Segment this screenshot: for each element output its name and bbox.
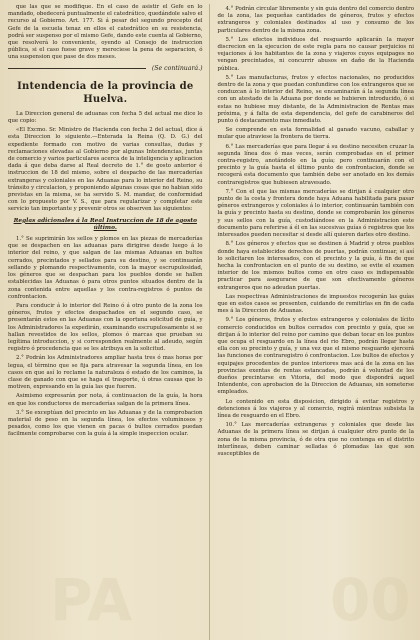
article-paragraph: 5.° Las manufacturas, frutos y efectos nacionales, no producidos dentro de la zona y que puedan confundirse con los extrangeros que se conduzcan á lo interior del Reino, se encaminarán á la segunda línea con un atestado de la Aduana por donde se hubieren introducido, ó si estas no hubiese muy distante, de la Administracion de Rentas mas próxima, y á falta de esta dependencia, del gefe de carabineros del punto ó destacamento mas inmediato. xyxy=(217,74,414,125)
continuation-line xyxy=(8,65,203,72)
right-column xyxy=(210,4,415,640)
horizontal-rule xyxy=(8,68,146,69)
article-paragraph: 10.° Las mercaderías extrangeras y coloniales que desde las Aduanas de la primera línea se dirijan á cualquier otro punto de la zona de la misma provincia, ó de otra que no contenga en el distrito interlíneas, deben caminar selladas ó plomadas las que son susceptibles de xyxy=(217,422,414,457)
text-columns xyxy=(8,4,414,640)
decree-paragraph: «El Excmo. Sr. Ministro de Hacienda con fecha 2 del actual, dice á esta Direccion lo siguiente.—Enterada la Reina (Q. D. G.) del expediente formado con motivo de varias consultas, dudas y reclamaciones elevadas al Gobierno por algunas Intendencias, juntas de comercio y varios particulares acerca de la inteligencia y aplicacion dada á que deba darse al Real decreto de 1.° de gosto anterior é instruccion de 18 del mismo, sobre el despacho de las mercaderías extrangeras y coloniales en las Aduanas para lo interior del Reino, su tránsito y circulacion, y proponiendo algunas cosas que no habian sido previstas en la misma, se ha servido S. M. mandar, de conformidad con lo propuesto por V. S., que para regularizar y completar este servicio tan importante y prevenir otros se observen las siguientes: xyxy=(8,127,203,213)
section-heading: Intendencia de la provincia de Huelva. xyxy=(17,80,194,105)
article-paragraph: Las respectivas Administraciones de impuestos recogerán las guías que en estos casos se presenten, cuidando de remitirlas en fin de cada mes á la Direccion de Aduanas. xyxy=(217,293,414,315)
continuation-note: (Se continuará.) xyxy=(151,64,203,72)
article-paragraph: Se comprende en esta formalidad al ganado vacuno, caballar y mular que atraviese la frontera de tierra. xyxy=(217,127,414,141)
article-paragraph: 6.° Las mercaderías que para llegar á su destino necesiten cruzar la segunda línea dos ó mas veces, serán comprobadas en el primer contra-registro, anotándolo en la guía; pero continuarán con el precinto y la guía hasta el último punto de confrontacion, donde se recogerá esta documento que también debe ser anotado en los demás contraregistros que hubiesen atravesado. xyxy=(217,143,414,186)
article-paragraph: Lo contenido en esta disposicion, dirigido á evitar registros y detenciones á los viajeros y al comercio, regirá mientras subsista la línea de resguardo en el Ebro. xyxy=(217,398,414,419)
article-paragraph: 8.° Los géneros y efectos que se destinen á Madrid y otros pueblos donde haya establecidos derechos de puertas, podrán continuar, si así lo solicitaren los interesados, con el precinto y la guía, á fin de que hecha la confrontacion en el punto de su destino, se evite el examen interior de los mismos bultos como en otro caso es indispensable practicar para asegurarse de que son efectivamente géneros extrangeros que no adeudan puertas. xyxy=(217,241,414,291)
intro-paragraph: La Direccion general de aduanas con fecha 5 del actual me dice lo que copio: xyxy=(8,110,203,125)
article-paragraph: 7.° Con el que las mismas mercaderías se dirijan á cualquier otro punto de la costa y frontera donde haya Aduana habilitada para pasar géneros extrangeros y coloniales á lo interior, continuarán también con la guía y precinto hasta su destino, donde se comprobarán los géneros y sus sellos con la guía, custodiándose en la Administracion este documento para referirse á él en las sucesivas guías ó registros que los interesados pueden necesitar si desde allí quieren darles otro destino. xyxy=(217,188,414,239)
rules-subtitle: Reglas adicionales á la Real Instruccion de 18 de agosto último. xyxy=(13,217,197,231)
article-paragraph: 4.° Podrán circular libremente y sin guia dentro del comercio dentro de la zona, las pequeñas cantidades de géneros, frutos y efectos extrangeros y coloniales destinados al uso y consumo de los particulares dentro de la misma zona. xyxy=(217,6,414,34)
left-column xyxy=(8,4,210,640)
article-paragraph: 9.° Los géneros, frutos y efectos extrangeros y coloniales de lícito comercio conducidos en bultos cerrados con precinto y guía, que se dirijan á lo interior del reino por camino que deban tocar en los puntos que ocupa el resguardo en la línea del rio Ebro, podrán llegar hasta ella con su precinto y guía, y una vez que el mismo resguardo ejercerá las funciones de contraregistro ó confrontacion. Los bultos de efectos y equipajes procedentes de puntos interiores mas acá de la zona en las provincias exentas de rentas estancadas, podrán á voluntad de los dueños precintarse en Vitoria, del modo que dispondrá aquel Intendente, con aprobacion de la Direccion de Aduanas, sin someterse empleados. xyxy=(217,317,414,396)
top-paragraph: que las que se modifique. En el caso de asistir el Gefe en lo mandado, obedecerá puntualmente el catedrático, quedándole salvo el recurso al Gobierno. Art. 177. Si á pesar del segundo precepto del Gefe de la escuela tenaz en ellos el catedrático en su resistencia, podrá ser suspenso por el mismo Gefe, dando este cuenta al Gobierno, que resolverá lo conveniente, oyendo al Consejo de instruccion pública, si el caso fuese grave y mereciese la pena de separacion, ó una suspension que pase de dos meses. xyxy=(8,4,203,61)
article-paragraph: 5.° Los efectos individuos del resguardo aplicarán la mayor discrecion en la ejecucion de este regla para no causar perjuicios ni vejaciones á los habitantes de la zona y viajeros cuyos equipages no vengan precintados, ni concurrir abusos en daño de la Hacienda pública. xyxy=(217,36,414,72)
article-paragraph: Para conducir á lo interior del Reino ó á otro punto de la zona los géneros, frutos y efectos despachados en el segundo caso, se presentarán estos en las Aduanas con la oportuna solicitud de guía, y los Administradores la expedirán, examinando escrupulosamente si se hallan revestidos de los sellos, plomos ó marcas que prueban su legítima introduccion, y si corresponden realmente al adeudo, según registro ó procedencia que se les atribuya en la solicitud. xyxy=(8,302,203,353)
article-paragraph: 2.° Podrán los Administradores ampliar hasta tres ó mas horas por legua, el término que se fija para atravesar la segunda línea, en los casos en que así lo reclame la naturaleza ó estado de los caminos, la clase de ganado con que se haga el trasporte, ú otras causas que lo motiven, expresando en la guía las que fueren. xyxy=(8,355,203,391)
svg-text:00: 00 xyxy=(330,566,411,634)
article-paragraph: 3.° Se exceptúan del precinto en las Aduanas y de la comprobacion material de peso en la segunda línea, los efectos voluminosos y pesados, como los que vienen en pacas ó bultos cerrados puedan facilmente comprobarse con la guía á la simple inspeccion ocular. xyxy=(8,409,203,438)
article-paragraph: Asimismo expresarán por nota, á continuacion de la guía, la hora en que los conductores de mercaderías salgan de la primera línea. xyxy=(8,393,203,407)
svg-text:PA: PA xyxy=(50,566,133,634)
article-paragraph: 1.° Se suprimirán los sellos y plomos en las piezas de mercaderías que se despachen en las aduanas para dirigirse desde luego á lo interior del reino, y que salgan de las mismas Aduanas en bultos cerrados, precintados y sellados para su destino, y se continuarán sellando y plomando respectivamente, con la mayor escrupulosidad, los géneros que se despachan para los pueblos donde se hallen establecidas las Aduanas ó para otros puntos situados dentro de la zona contenida entre aquellas y los contra-registros ó puntos de confrontacion. xyxy=(8,236,203,300)
